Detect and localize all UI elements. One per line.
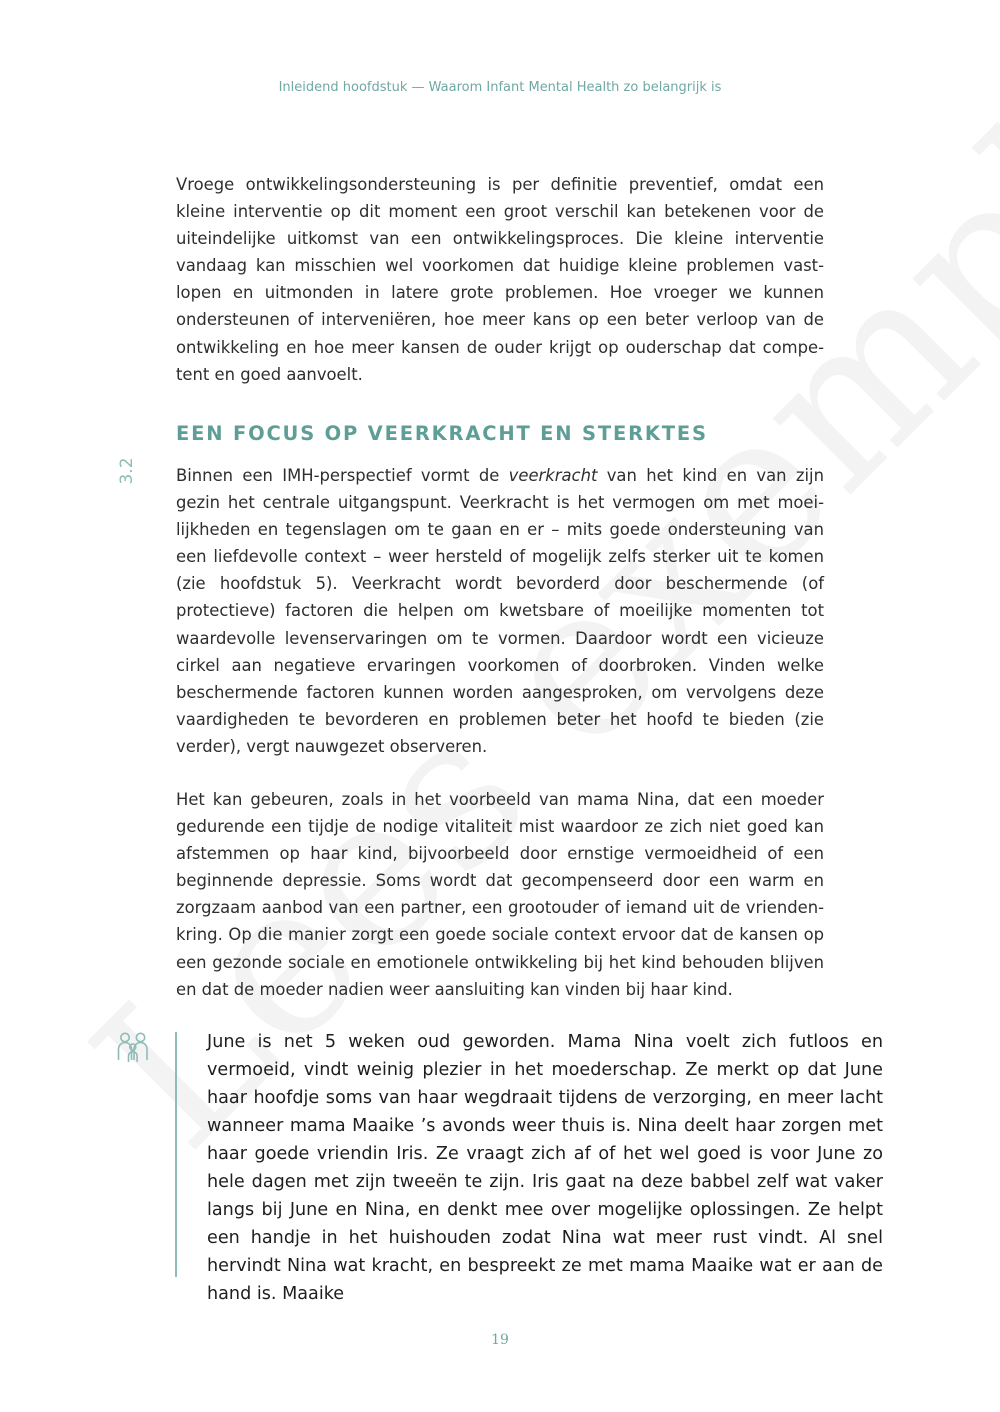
emphasis-term: veerkracht bbox=[508, 466, 598, 485]
case-divider bbox=[175, 1032, 177, 1277]
case-example-text: June is net 5 weken oud geworden. Mama Nina voelt zich futloos en vermoeid, vindt weinig plezier in het moederschap. Ze merkt op dat June haar hoofdje soms van haar wegdraait tijdens de verzorging, en meer lacht wanneer mama Maaike ’s avonds weer thuis is. Nina deelt haar zorgen met haar goede vriendin Iris. Ze vraagt zich af of het wel goed is voor June zo hele dagen met zijn tweeën te zijn. Iris gaat na deze babbel zelf wat vaker langs bij June en Nina, en denkt mee over mogelijke oplossingen. Ze helpt een handje in het huishouden zodat Nina wat meer rust vindt. Al snel hervindt Nina wat kracht, en bespreekt ze met mama Maaike wat er aan de hand is. Maaike bbox=[207, 1032, 883, 1304]
section-paragraph-1 bbox=[176, 462, 824, 760]
section-number: 3.2 bbox=[117, 457, 137, 485]
section-paragraph-2: Het kan gebeuren, zoals in het voorbeeld van mama Nina, dat een moeder gedurende een tijdje de nodige vitaliteit mist waardoor ze zich niet goed kan afstemmen op haar kind, bijvoorbeeld door ernstige vermoeidheid of een beginnende depressie. Soms wordt dat gecompenseerd door een warm en zorgzaam aanbod van een partner, een grootouder of iemand uit de vrienden-kring. Op die manier zorgt een goede sociale context ervoor dat de kansen op een gezonde sociale en emotionele ontwikkeling bij het kind behouden blijven en dat de moeder nadien weer aansluiting kan vinden bij haar kind. bbox=[176, 790, 824, 999]
section-title: EEN FOCUS OP VEERKRACHT EN STERKTES bbox=[176, 422, 708, 445]
running-header: Inleidend hoofdstuk — Waarom Infant Mental Health zo belangrijk is bbox=[278, 80, 722, 95]
intro-paragraph: Vroege ontwikkelingsondersteuning is per definitie preventief, omdat een kleine interventie op dit moment een groot verschil kan betekenen voor de uiteindelijke uitkomst van een ontwikkelingsproces. Die kleine interventie vandaag kan misschien wel voorkomen dat huidige kleine problemen vast-lopen en uitmonden in latere grote problemen. Hoe vroeger we kunnen ondersteunen of interveniëren, hoe meer kans op een beter verloop van de ontwikkeling en hoe meer kansen de ouder krijgt op ouderschap dat compe-tent en goed aanvoelt. bbox=[176, 175, 824, 384]
page-number: 19 bbox=[491, 1332, 509, 1348]
people-icon bbox=[116, 1030, 150, 1068]
paragraph-text-rest: van het kind en van zijn gezin het centrale uitgangspunt. Veerkracht is het vermogen om met moei-lijkheden en tegenslagen om te gaan en er – mits goede ondersteuning van een liefdevolle context – weer hersteld of mogelijk zelfs sterker uit te komen (zie hoofdstuk 5). Veerkracht wordt bevorderd door beschermende (of protectieve) factoren die helpen om kwetsbare of moeilijke momenten tot waardevolle levenservaringen om te vormen. Daardoor wordt een vicieuze cirkel aan negatieve ervaringen voorkomen of doorbroken. Vinden welke beschermende factoren kunnen worden aangesproken, om vervolgens deze vaardigheden te bevorderen en problemen beter het hoofd te bieden (zie verder), vergt nauwgezet observeren. bbox=[176, 466, 824, 756]
paragraph-text-start: Binnen een IMH-perspectief vormt de bbox=[176, 466, 509, 485]
